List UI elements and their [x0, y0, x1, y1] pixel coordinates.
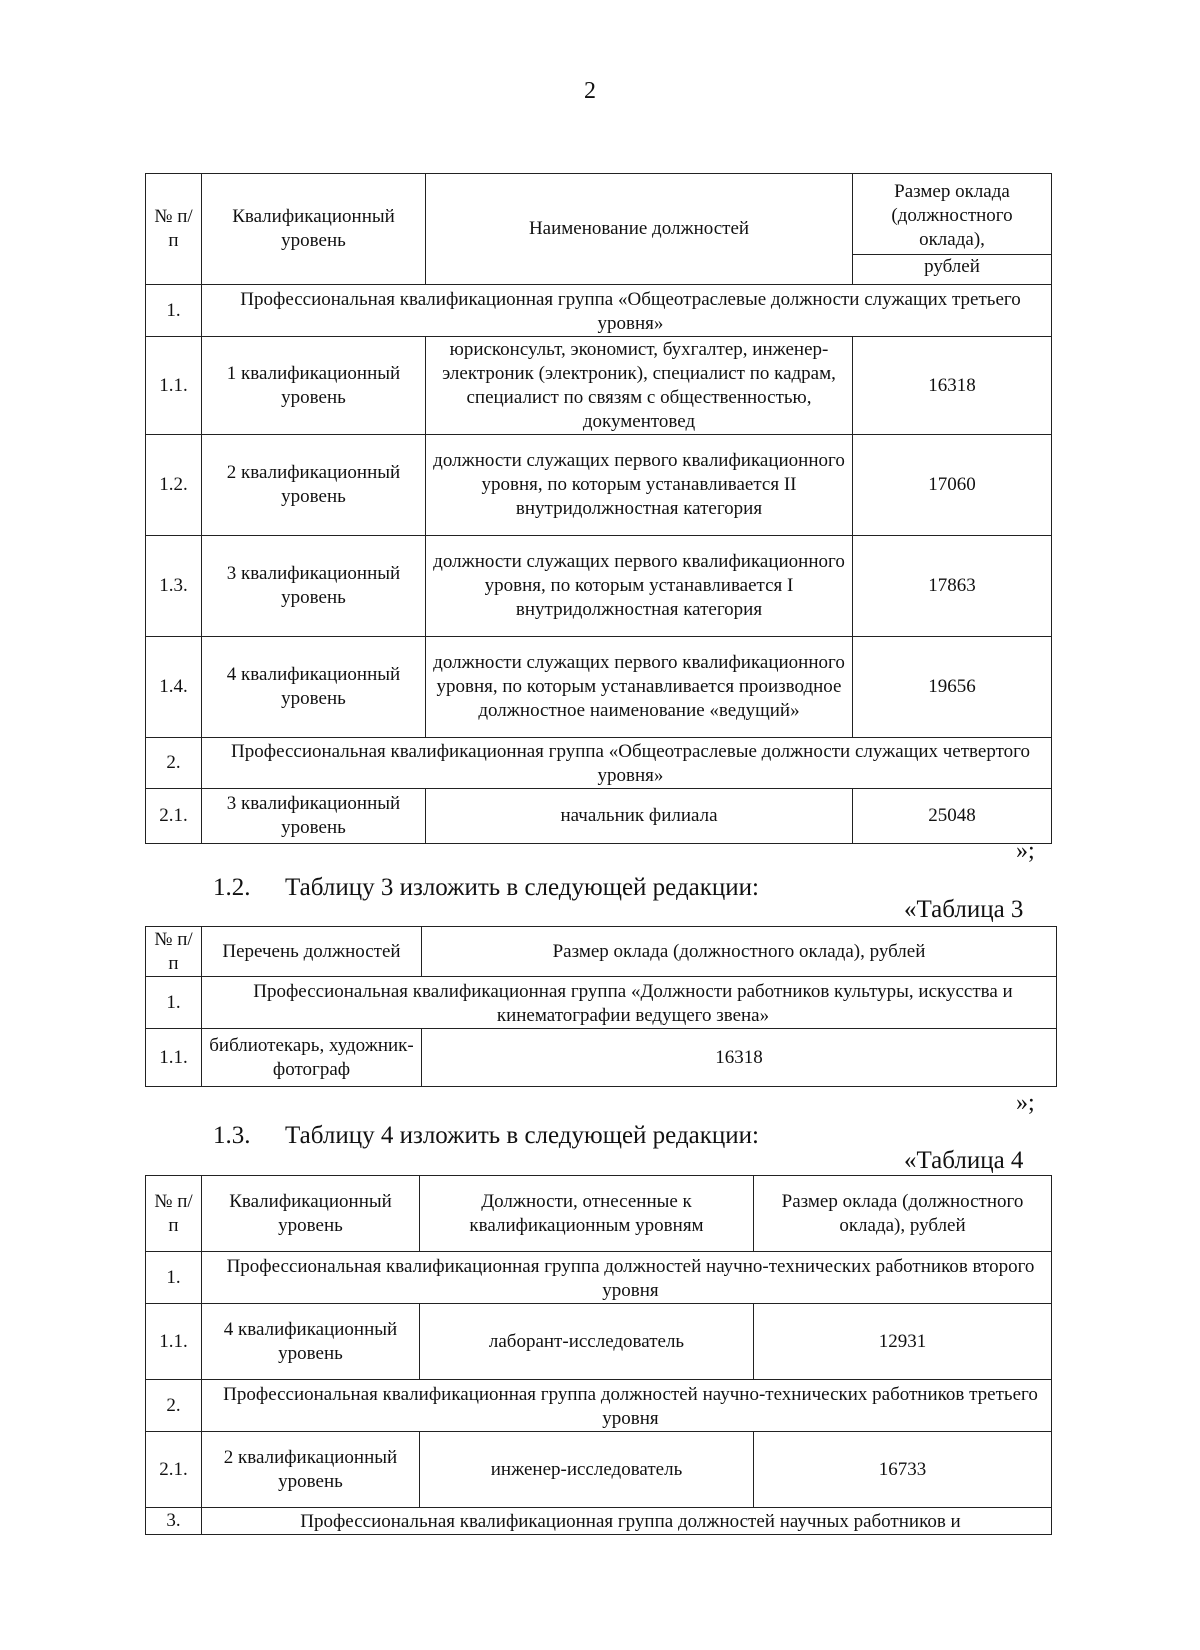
header-level: Квалификационный уровень: [202, 1176, 420, 1252]
table-2-closing-quote: »;: [1016, 838, 1035, 864]
section-number: 1.3.: [213, 1122, 251, 1149]
row-level: 2 квалификационный уровень: [202, 435, 426, 536]
group-title: Профессиональная квалификационная группа должностей научно-технических работников третьего уровня: [202, 1380, 1052, 1432]
header-num: № п/п: [146, 174, 202, 285]
row-positions: инженер-исследователь: [420, 1432, 754, 1508]
group-title: Профессиональная квалификационная группа должностей научно-технических работников второго уровня: [202, 1252, 1052, 1304]
row-level: 1 квалификационный уровень: [202, 337, 426, 435]
row-level: 2 квалификационный уровень: [202, 1432, 420, 1508]
row-positions: должности служащих первого квалификационного уровня, по которым устанавливается производное должностное наименование «ведущий»: [426, 637, 853, 738]
row-num: 1.2.: [146, 435, 202, 536]
row-num: 1.1.: [146, 337, 202, 435]
table-group-row: [146, 1252, 1052, 1304]
row-level: 4 квалификационный уровень: [202, 637, 426, 738]
row-positions: начальник филиала: [426, 789, 853, 844]
row-salary: 12931: [754, 1304, 1052, 1380]
table-group-row: [146, 977, 1057, 1029]
header-num: № п/п: [146, 927, 202, 977]
row-num: 2.1.: [146, 789, 202, 844]
header-positions: Наименование должностей: [426, 174, 853, 285]
row-salary: 17863: [853, 536, 1052, 637]
table-header-row: [146, 174, 1052, 285]
group-title: Профессиональная квалификационная группа должностей научных работников и: [202, 1508, 1052, 1535]
row-positions: юрисконсульт, экономист, бухгалтер, инженер-электроник (электроник), специалист по кадрам, специалист по связям с общественностью, документовед: [426, 337, 853, 435]
row-level: 4 квалификационный уровень: [202, 1304, 420, 1380]
table-group-row: [146, 285, 1052, 337]
section-1-2: [213, 874, 759, 902]
table-2: [145, 173, 1052, 844]
row-level: 3 квалификационный уровень: [202, 536, 426, 637]
page-number: 2: [584, 78, 596, 104]
row-level: 3 квалификационный уровень: [202, 789, 426, 844]
table-header-row: [146, 1176, 1052, 1252]
table-row: [146, 1029, 1057, 1087]
section-text: Таблицу 4 изложить в следующей редакции:: [285, 1122, 759, 1149]
table-row: [146, 435, 1052, 536]
row-num: 1.1.: [146, 1029, 202, 1087]
row-salary: 25048: [853, 789, 1052, 844]
group-title: Профессиональная квалификационная группа «Общеотраслевые должности служащих третьего уровня»: [202, 285, 1052, 337]
table-4: [145, 1175, 1052, 1535]
group-title: Профессиональная квалификационная группа «Должности работников культуры, искусства и кинематографии ведущего звена»: [202, 977, 1057, 1029]
row-positions: библиотекарь, художник-фотограф: [202, 1029, 422, 1087]
section-text: Таблицу 3 изложить в следующей редакции:: [285, 874, 759, 901]
table-4-caption: «Таблица 4: [904, 1147, 1024, 1174]
table-row: [146, 337, 1052, 435]
table-row: [146, 1432, 1052, 1508]
row-num: 1.: [146, 285, 202, 337]
row-num: 2.: [146, 1380, 202, 1432]
header-level: Квалификационный уровень: [202, 174, 426, 285]
section-1-3: [213, 1122, 759, 1150]
header-salary-bottom: рублей: [853, 254, 1051, 279]
row-num: 1.: [146, 977, 202, 1029]
header-positions: Должности, отнесенные к квалификационным уровням: [420, 1176, 754, 1252]
row-positions: должности служащих первого квалификационного уровня, по которым устанавливается I внутридолжностная категория: [426, 536, 853, 637]
table-row: [146, 789, 1052, 844]
row-num: 1.: [146, 1252, 202, 1304]
group-title: Профессиональная квалификационная группа «Общеотраслевые должности служащих четвертого уровня»: [202, 738, 1052, 789]
table-row: [146, 1304, 1052, 1380]
row-num: 1.4.: [146, 637, 202, 738]
row-salary: 16318: [853, 337, 1052, 435]
row-num: 2.1.: [146, 1432, 202, 1508]
table-3-closing-quote: »;: [1016, 1090, 1035, 1116]
header-num: № п/п: [146, 1176, 202, 1252]
header-salary: [853, 174, 1052, 285]
row-num: 1.1.: [146, 1304, 202, 1380]
table-group-row: [146, 1380, 1052, 1432]
table-row: [146, 637, 1052, 738]
section-number: 1.2.: [213, 874, 251, 901]
table-3: [145, 926, 1057, 1087]
row-salary: 16318: [422, 1029, 1057, 1087]
row-salary: 19656: [853, 637, 1052, 738]
row-positions: должности служащих первого квалификационного уровня, по которым устанавливается II внутридолжностная категория: [426, 435, 853, 536]
table-3-caption: «Таблица 3: [904, 896, 1024, 923]
header-salary-top: Размер оклада (должностного оклада),: [891, 180, 1013, 250]
table-group-row: [146, 1508, 1052, 1535]
row-num: 2.: [146, 738, 202, 789]
header-positions: Перечень должностей: [202, 927, 422, 977]
row-num: 1.3.: [146, 536, 202, 637]
header-salary: Размер оклада (должностного оклада), рублей: [754, 1176, 1052, 1252]
header-salary: Размер оклада (должностного оклада), рублей: [422, 927, 1057, 977]
row-salary: 16733: [754, 1432, 1052, 1508]
table-row: [146, 536, 1052, 637]
row-salary: 17060: [853, 435, 1052, 536]
table-group-row: [146, 738, 1052, 789]
table-header-row: [146, 927, 1057, 977]
row-positions: лаборант-исследователь: [420, 1304, 754, 1380]
row-num: 3.: [146, 1508, 202, 1535]
